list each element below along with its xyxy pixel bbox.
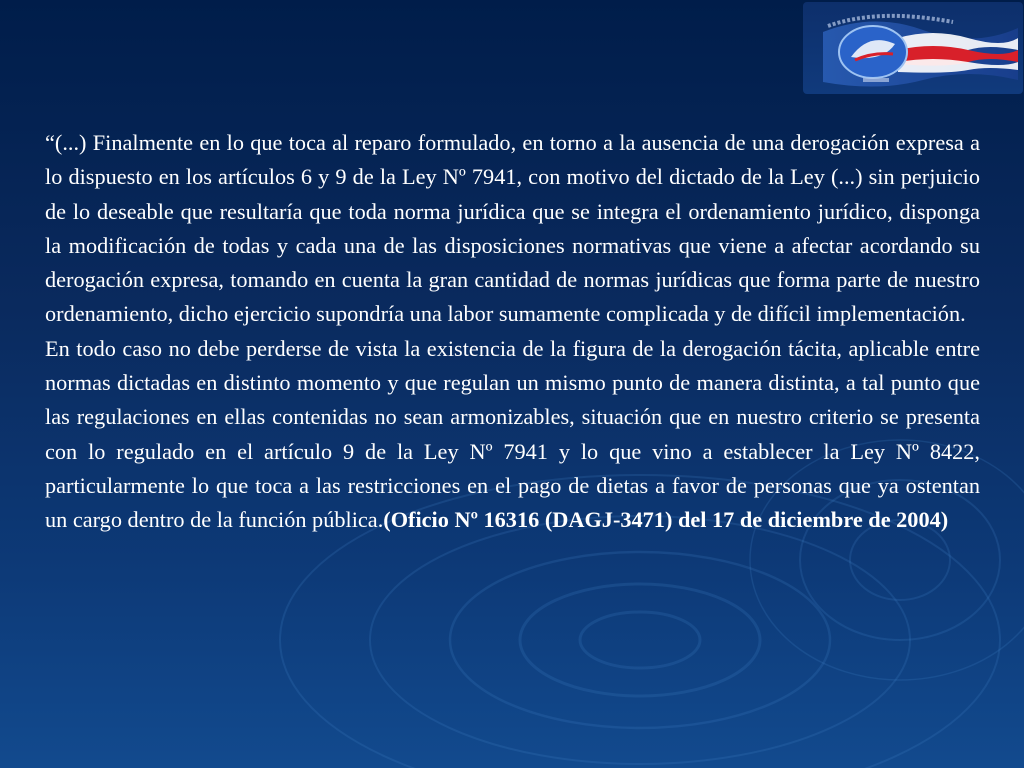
citation-reference: (Oficio Nº 16316 (DAGJ-3471) del 17 de diciembre de 2004) xyxy=(383,507,949,533)
quote-paragraph-1: “(...) Finalmente en lo que toca al reparo formulado, en torno a la ausencia de una derogación expresa a lo dispuesto en los artículos 6 y 9 de la Ley Nº 7941, con motivo del dictado de la Ley (...) sin perjuicio de lo deseable que resultaría que toda norma jurídica que se integra el ordenamiento jurídico, disponga la modificación de todas y cada una de las disposiciones normativas que viene a afectar acordando su derogación expresa, tomando en cuenta la gran cantidad de normas jurídicas que forma parte de nuestro ordenamiento, dicho ejercicio supondría una labor sumamente complicada y de difícil implementación. xyxy=(45,130,980,327)
quoted-text-block xyxy=(45,126,980,538)
quote-paragraph-2-text: En todo caso no debe perderse de vista la existencia de la figura de la derogación tácita, aplicable entre normas dictadas en distinto momento y que regulan un mismo punto de manera distinta, a tal punto que las regulaciones en ellas contenidas no sean armonizables, situación que en nuestro criterio se presenta con lo regulado en el artículo 9 de la Ley Nº 7941 y lo que vino a establecer la Ley Nº 8422, particularmente lo que toca a las restricciones en el pago de dietas a favor de personas que ya ostentan un cargo dentro de la función pública. xyxy=(45,335,980,533)
quote-paragraph-2 xyxy=(45,332,980,538)
institution-flag-logo-icon xyxy=(803,2,1023,94)
